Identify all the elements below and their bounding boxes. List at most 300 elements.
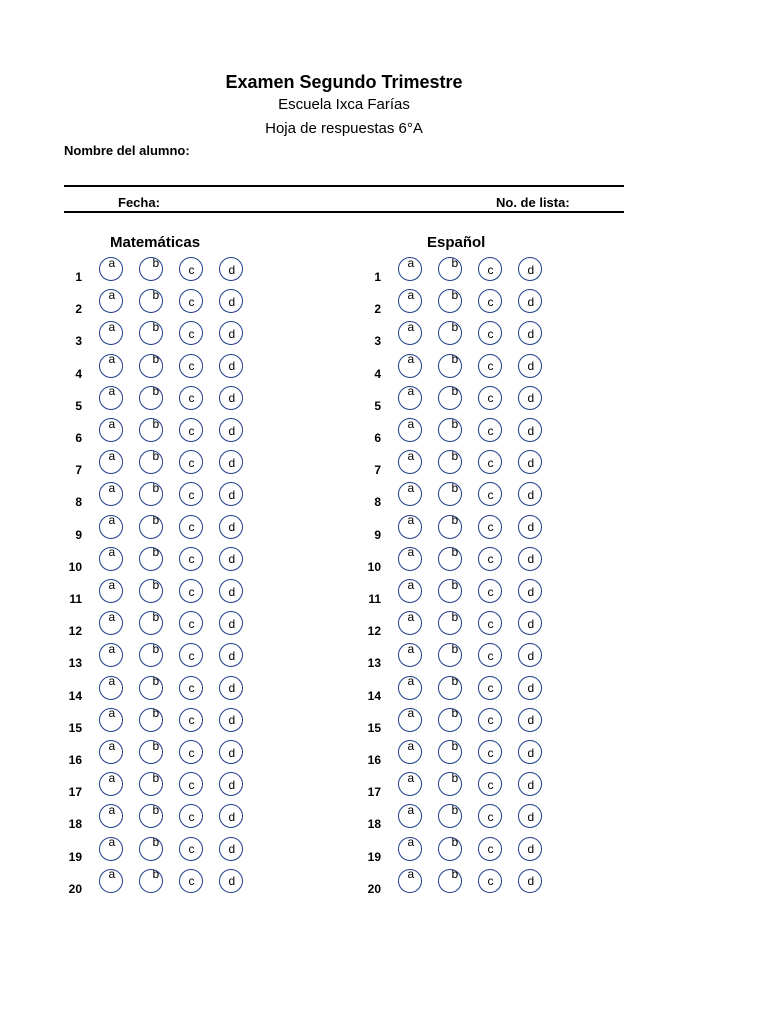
option-letter: b	[152, 802, 160, 817]
answer-bubble-a[interactable]	[398, 321, 422, 345]
answer-bubble-b[interactable]	[438, 611, 462, 635]
option-letter: d	[527, 520, 535, 535]
answer-bubble-c[interactable]	[179, 579, 203, 603]
question-number: 16	[68, 753, 82, 767]
answer-bubble-d[interactable]	[219, 321, 243, 345]
answer-bubble-b[interactable]	[139, 837, 163, 861]
answer-bubble-c[interactable]	[179, 418, 203, 442]
answer-bubble-a[interactable]	[398, 418, 422, 442]
answer-bubble-b[interactable]	[139, 450, 163, 474]
answer-bubble-a[interactable]	[398, 289, 422, 313]
option-letter: c	[487, 423, 494, 438]
answer-bubble-d[interactable]	[219, 772, 243, 796]
option-letter: c	[188, 648, 195, 663]
date-label: Fecha:	[118, 195, 160, 210]
answer-bubble-b[interactable]	[438, 515, 462, 539]
answer-bubble-b[interactable]	[438, 321, 462, 345]
option-letter: b	[451, 802, 459, 817]
option-letter: a	[407, 706, 415, 721]
option-letter: a	[407, 255, 415, 270]
option-letter: d	[527, 262, 535, 277]
option-letter: c	[188, 487, 195, 502]
answer-bubble-c[interactable]	[478, 708, 502, 732]
question-number: 1	[75, 270, 82, 284]
answer-bubble-d[interactable]	[518, 482, 542, 506]
option-letter: d	[228, 326, 236, 341]
answer-bubble-b[interactable]	[139, 804, 163, 828]
option-letter: a	[108, 609, 116, 624]
answer-bubble-b[interactable]	[139, 611, 163, 635]
answer-bubble-a[interactable]	[398, 643, 422, 667]
student-name-line[interactable]	[64, 185, 624, 187]
answer-bubble-d[interactable]	[219, 386, 243, 410]
option-letter: d	[228, 842, 236, 857]
option-letter: b	[451, 319, 459, 334]
answer-bubble-b[interactable]	[139, 386, 163, 410]
option-letter: c	[188, 455, 195, 470]
question-number: 11	[368, 592, 381, 606]
option-letter: c	[487, 552, 494, 567]
option-letter: b	[451, 770, 459, 785]
answer-bubble-d[interactable]	[518, 257, 542, 281]
option-letter: d	[228, 616, 236, 631]
answer-bubble-a[interactable]	[99, 772, 123, 796]
question-number: 15	[68, 720, 82, 735]
answer-bubble-c[interactable]	[478, 869, 502, 893]
answer-bubble-b[interactable]	[139, 515, 163, 539]
option-letter: a	[407, 577, 415, 592]
answer-bubble-d[interactable]	[219, 869, 243, 893]
question-number: 13	[367, 656, 381, 671]
answer-bubble-b[interactable]	[139, 547, 163, 571]
answer-bubble-c[interactable]	[478, 772, 502, 796]
answer-bubble-a[interactable]	[99, 482, 123, 506]
question-number: 12	[68, 624, 82, 639]
question-number: 9	[374, 527, 381, 542]
answer-bubble-c[interactable]	[478, 611, 502, 635]
answer-bubble-d[interactable]	[518, 386, 542, 410]
option-letter: c	[188, 745, 195, 760]
answer-bubble-b[interactable]	[139, 257, 163, 281]
option-letter: c	[188, 777, 195, 792]
answer-bubble-b[interactable]	[139, 643, 163, 667]
answer-bubble-a[interactable]	[398, 611, 422, 635]
answer-bubble-d[interactable]	[518, 450, 542, 474]
answer-bubble-d[interactable]	[518, 289, 542, 313]
answer-bubble-d[interactable]	[219, 804, 243, 828]
student-name-label: Nombre del alumno:	[64, 143, 190, 158]
answer-bubble-c[interactable]	[179, 386, 203, 410]
answer-bubble-a[interactable]	[398, 386, 422, 410]
option-letter: c	[487, 487, 494, 502]
option-letter: a	[108, 545, 116, 560]
answer-bubble-b[interactable]	[438, 804, 462, 828]
question-number: 6	[75, 431, 82, 445]
answer-bubble-c[interactable]	[478, 289, 502, 313]
answer-bubble-a[interactable]	[398, 708, 422, 732]
option-letter: a	[407, 770, 415, 785]
answer-bubble-b[interactable]	[438, 482, 462, 506]
option-letter: d	[527, 552, 535, 567]
answer-bubble-b[interactable]	[139, 579, 163, 603]
answer-bubble-c[interactable]	[179, 289, 203, 313]
exam-title: Examen Segundo Trimestre	[225, 72, 463, 92]
answer-bubble-c[interactable]	[478, 482, 502, 506]
option-letter: b	[451, 738, 459, 753]
answer-bubble-b[interactable]	[438, 740, 462, 764]
option-letter: d	[228, 648, 236, 663]
answer-bubble-a[interactable]	[99, 837, 123, 861]
answer-bubble-d[interactable]	[518, 321, 542, 345]
option-letter: a	[407, 545, 415, 560]
answer-bubble-b[interactable]	[438, 579, 462, 603]
option-letter: a	[108, 287, 116, 302]
answer-bubble-a[interactable]	[398, 547, 422, 571]
answer-bubble-a[interactable]	[99, 869, 123, 893]
option-letter: d	[527, 745, 535, 760]
answer-bubble-b[interactable]	[139, 676, 163, 700]
answer-bubble-a[interactable]	[398, 676, 422, 700]
answer-bubble-d[interactable]	[219, 289, 243, 313]
answer-bubble-c[interactable]	[179, 515, 203, 539]
answer-bubble-c[interactable]	[179, 804, 203, 828]
answer-bubble-c[interactable]	[179, 740, 203, 764]
answer-bubble-b[interactable]	[438, 869, 462, 893]
answer-bubble-d[interactable]	[219, 257, 243, 281]
answer-bubble-a[interactable]	[99, 676, 123, 700]
answer-bubble-c[interactable]	[478, 804, 502, 828]
answer-bubble-c[interactable]	[179, 321, 203, 345]
option-letter: c	[487, 842, 494, 857]
answer-bubble-b[interactable]	[139, 708, 163, 732]
option-letter: c	[188, 262, 195, 277]
option-letter: a	[407, 480, 415, 495]
answer-bubble-c[interactable]	[179, 482, 203, 506]
option-letter: d	[527, 391, 535, 406]
answer-bubble-b[interactable]	[139, 869, 163, 893]
answer-bubble-d[interactable]	[518, 804, 542, 828]
option-letter: d	[527, 842, 535, 857]
question-number: 6	[374, 431, 381, 445]
answer-bubble-d[interactable]	[518, 579, 542, 603]
question-number: 17	[367, 785, 381, 800]
answer-bubble-a[interactable]	[99, 321, 123, 345]
question-number: 1	[374, 270, 381, 284]
option-letter: b	[152, 255, 160, 270]
option-letter: b	[152, 287, 160, 302]
option-letter: a	[407, 448, 415, 463]
answer-bubble-d[interactable]	[518, 611, 542, 635]
option-letter: c	[487, 648, 494, 663]
answer-bubble-a[interactable]	[99, 386, 123, 410]
option-letter: b	[451, 448, 459, 463]
subject-heading: Español	[427, 234, 486, 251]
answer-bubble-c[interactable]	[179, 772, 203, 796]
option-letter: c	[188, 616, 195, 631]
option-letter: a	[108, 738, 116, 753]
question-number: 14	[68, 688, 82, 703]
option-letter: b	[451, 287, 459, 302]
answer-bubble-c[interactable]	[179, 354, 203, 378]
question-number: 16	[367, 753, 381, 767]
option-letter: d	[527, 423, 535, 438]
question-number: 15	[367, 720, 381, 735]
answer-bubble-a[interactable]	[99, 611, 123, 635]
answer-bubble-b[interactable]	[438, 772, 462, 796]
answer-bubble-c[interactable]	[478, 837, 502, 861]
answer-bubble-b[interactable]	[139, 418, 163, 442]
answer-bubble-a[interactable]	[99, 418, 123, 442]
answer-bubble-a[interactable]	[99, 579, 123, 603]
answer-bubble-c[interactable]	[179, 611, 203, 635]
option-letter: b	[152, 641, 160, 656]
answer-bubble-c[interactable]	[179, 869, 203, 893]
option-letter: d	[228, 423, 236, 438]
answer-bubble-b[interactable]	[438, 837, 462, 861]
option-letter: a	[407, 416, 415, 431]
option-letter: a	[108, 513, 116, 528]
answer-bubble-b[interactable]	[139, 772, 163, 796]
answer-bubble-c[interactable]	[478, 515, 502, 539]
option-letter: a	[108, 448, 116, 463]
option-letter: b	[451, 384, 459, 399]
answer-bubble-c[interactable]	[179, 837, 203, 861]
option-letter: c	[487, 262, 494, 277]
question-number: 3	[374, 334, 381, 349]
option-letter: c	[487, 874, 494, 889]
option-letter: a	[407, 738, 415, 753]
answer-bubble-d[interactable]	[219, 547, 243, 571]
answer-bubble-a[interactable]	[398, 740, 422, 764]
option-letter: d	[228, 520, 236, 535]
answer-bubble-c[interactable]	[478, 579, 502, 603]
answer-bubble-d[interactable]	[219, 515, 243, 539]
answer-bubble-c[interactable]	[478, 450, 502, 474]
option-letter: d	[527, 681, 535, 696]
answer-bubble-c[interactable]	[179, 450, 203, 474]
answer-bubble-d[interactable]	[219, 837, 243, 861]
answer-bubble-c[interactable]	[478, 321, 502, 345]
answer-bubble-a[interactable]	[398, 837, 422, 861]
answer-bubble-b[interactable]	[139, 321, 163, 345]
answer-bubble-b[interactable]	[438, 708, 462, 732]
subject-heading: Matemáticas	[110, 234, 201, 251]
answer-bubble-a[interactable]	[99, 515, 123, 539]
option-letter: c	[487, 359, 494, 374]
option-letter: d	[527, 326, 535, 341]
question-number: 5	[374, 398, 381, 413]
answer-bubble-c[interactable]	[478, 740, 502, 764]
answer-bubble-a[interactable]	[398, 354, 422, 378]
answer-bubble-b[interactable]	[438, 386, 462, 410]
answer-bubble-a[interactable]	[398, 515, 422, 539]
answer-bubble-c[interactable]	[478, 643, 502, 667]
option-letter: a	[407, 384, 415, 399]
answer-bubble-d[interactable]	[518, 708, 542, 732]
answer-bubble-d[interactable]	[518, 869, 542, 893]
answer-bubble-d[interactable]	[518, 837, 542, 861]
answer-bubble-d[interactable]	[518, 676, 542, 700]
answer-bubble-b[interactable]	[139, 740, 163, 764]
option-letter: a	[108, 802, 116, 817]
answer-bubble-a[interactable]	[398, 804, 422, 828]
answer-bubble-a[interactable]	[99, 708, 123, 732]
option-letter: b	[451, 416, 459, 431]
answer-sheet-label: Hoja de respuestas 6°A	[265, 120, 423, 137]
option-letter: d	[527, 874, 535, 889]
answer-bubble-d[interactable]	[219, 643, 243, 667]
answer-bubble-d[interactable]	[518, 740, 542, 764]
option-letter: c	[188, 423, 195, 438]
option-letter: b	[451, 706, 459, 721]
option-letter: d	[228, 262, 236, 277]
answer-bubble-a[interactable]	[398, 869, 422, 893]
answer-bubble-d[interactable]	[219, 579, 243, 603]
answer-bubble-d[interactable]	[219, 354, 243, 378]
option-letter: d	[228, 874, 236, 889]
answer-bubble-d[interactable]	[518, 643, 542, 667]
option-letter: b	[152, 674, 160, 689]
option-letter: a	[407, 609, 415, 624]
answer-bubble-d[interactable]	[219, 418, 243, 442]
option-letter: d	[527, 648, 535, 663]
option-letter: b	[152, 835, 160, 850]
question-number: 4	[374, 366, 381, 381]
answer-bubble-a[interactable]	[99, 643, 123, 667]
option-letter: c	[487, 745, 494, 760]
answer-bubble-a[interactable]	[99, 289, 123, 313]
option-letter: d	[228, 745, 236, 760]
option-letter: c	[487, 777, 494, 792]
answer-bubble-c[interactable]	[179, 676, 203, 700]
answer-bubble-b[interactable]	[139, 354, 163, 378]
option-letter: b	[152, 480, 160, 495]
answer-bubble-d[interactable]	[518, 354, 542, 378]
answer-bubble-b[interactable]	[139, 289, 163, 313]
option-letter: a	[108, 706, 116, 721]
answer-bubble-d[interactable]	[219, 708, 243, 732]
answer-bubble-b[interactable]	[438, 547, 462, 571]
answer-bubble-b[interactable]	[438, 257, 462, 281]
answer-bubble-b[interactable]	[438, 354, 462, 378]
option-letter: d	[527, 777, 535, 792]
answer-bubble-d[interactable]	[219, 676, 243, 700]
answer-bubble-b[interactable]	[438, 450, 462, 474]
answer-bubble-d[interactable]	[219, 450, 243, 474]
option-letter: a	[108, 770, 116, 785]
answer-bubble-a[interactable]	[99, 450, 123, 474]
option-letter: a	[108, 319, 116, 334]
answer-bubble-d[interactable]	[518, 547, 542, 571]
option-letter: a	[108, 641, 116, 656]
answer-bubble-a[interactable]	[398, 772, 422, 796]
option-letter: d	[527, 809, 535, 824]
question-number: 11	[69, 592, 82, 606]
option-letter: c	[487, 713, 494, 728]
option-letter: b	[152, 738, 160, 753]
answer-bubble-d[interactable]	[219, 611, 243, 635]
option-letter: c	[188, 359, 195, 374]
answer-bubble-a[interactable]	[99, 804, 123, 828]
option-letter: a	[407, 867, 415, 882]
answer-bubble-c[interactable]	[478, 547, 502, 571]
answer-bubble-a[interactable]	[99, 740, 123, 764]
option-letter: c	[188, 874, 195, 889]
option-letter: d	[228, 584, 236, 599]
answer-bubble-c[interactable]	[179, 257, 203, 281]
option-letter: d	[527, 294, 535, 309]
answer-bubble-a[interactable]	[99, 547, 123, 571]
answer-bubble-b[interactable]	[438, 418, 462, 442]
option-letter: b	[152, 319, 160, 334]
option-letter: a	[108, 835, 116, 850]
answer-bubble-d[interactable]	[219, 740, 243, 764]
option-letter: d	[228, 777, 236, 792]
option-letter: a	[407, 641, 415, 656]
answer-bubble-a[interactable]	[99, 354, 123, 378]
answer-bubble-a[interactable]	[398, 257, 422, 281]
answer-bubble-d[interactable]	[518, 772, 542, 796]
question-number: 18	[367, 817, 381, 832]
option-letter: c	[188, 326, 195, 341]
question-number: 8	[374, 495, 381, 510]
answer-bubble-b[interactable]	[139, 482, 163, 506]
answer-bubble-c[interactable]	[179, 708, 203, 732]
option-letter: b	[152, 448, 160, 463]
option-letter: d	[527, 487, 535, 502]
option-letter: b	[451, 513, 459, 528]
answer-bubble-c[interactable]	[478, 676, 502, 700]
option-letter: b	[152, 416, 160, 431]
answer-bubble-c[interactable]	[179, 547, 203, 571]
answer-bubble-c[interactable]	[179, 643, 203, 667]
option-letter: b	[152, 545, 160, 560]
answer-bubble-c[interactable]	[478, 386, 502, 410]
option-letter: b	[451, 255, 459, 270]
option-letter: a	[407, 287, 415, 302]
answer-bubble-b[interactable]	[438, 676, 462, 700]
option-letter: c	[188, 681, 195, 696]
answer-bubble-d[interactable]	[219, 482, 243, 506]
answer-bubble-a[interactable]	[398, 482, 422, 506]
option-letter: a	[108, 255, 116, 270]
option-letter: d	[527, 584, 535, 599]
option-letter: c	[487, 616, 494, 631]
option-letter: b	[451, 674, 459, 689]
answer-bubble-c[interactable]	[478, 354, 502, 378]
option-letter: a	[108, 352, 116, 367]
option-letter: a	[407, 352, 415, 367]
answer-bubble-c[interactable]	[478, 418, 502, 442]
option-letter: c	[487, 584, 494, 599]
answer-bubble-b[interactable]	[438, 643, 462, 667]
answer-bubble-d[interactable]	[518, 515, 542, 539]
question-number: 13	[68, 656, 82, 671]
date-line[interactable]	[64, 211, 624, 213]
option-letter: c	[487, 326, 494, 341]
option-letter: b	[451, 867, 459, 882]
answer-bubble-a[interactable]	[398, 579, 422, 603]
answer-bubble-a[interactable]	[398, 450, 422, 474]
option-letter: a	[108, 416, 116, 431]
answer-bubble-b[interactable]	[438, 289, 462, 313]
answer-bubble-d[interactable]	[518, 418, 542, 442]
option-letter: a	[108, 384, 116, 399]
option-letter: d	[228, 487, 236, 502]
answer-bubble-a[interactable]	[99, 257, 123, 281]
question-number: 20	[68, 881, 82, 896]
answer-bubble-c[interactable]	[478, 257, 502, 281]
